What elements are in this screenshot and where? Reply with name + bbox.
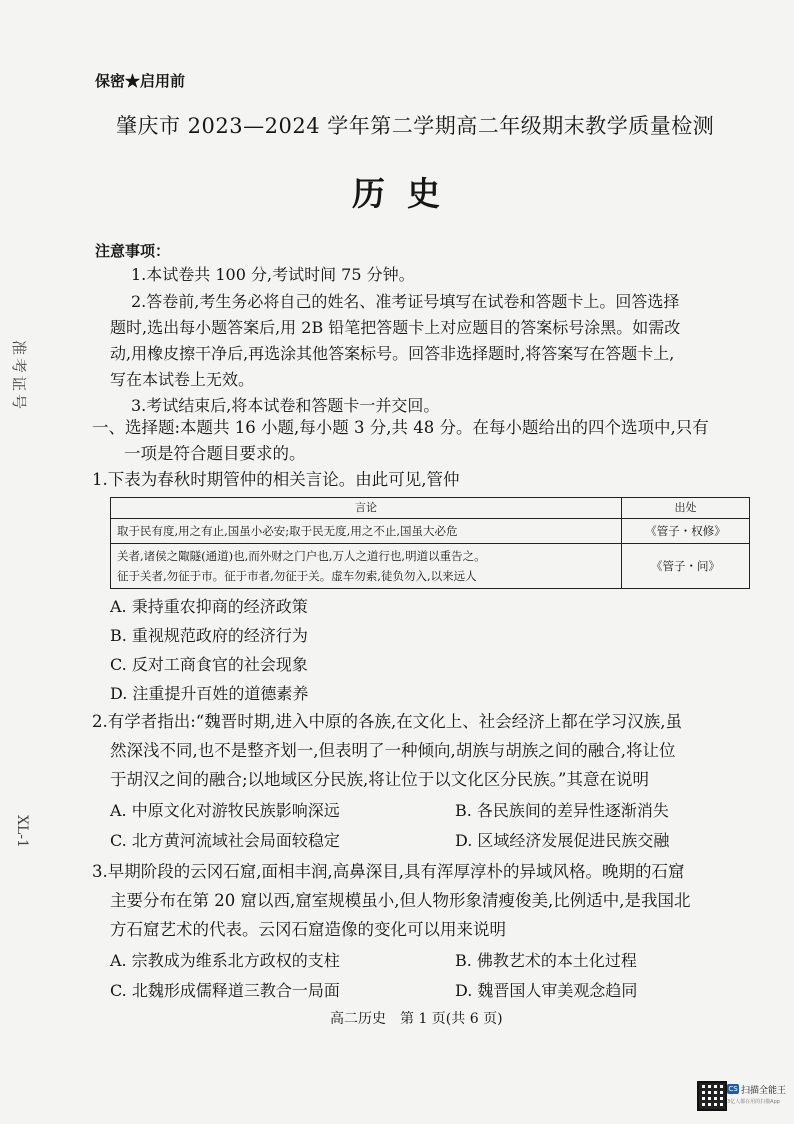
table-row: [111, 519, 750, 544]
q3-stem-line: 3.早期阶段的云冈石窟,面相丰润,高鼻深目,具有浑厚淳朴的异域风格。晚期的石窟: [92, 862, 685, 881]
q2-stem-line: 于胡汉之间的融合;以地域区分民族,将让位于以文化区分民族。”其意在说明: [110, 770, 649, 789]
notes-heading: 注意事项：: [95, 242, 171, 260]
q1-option-a: A. 秉持重农抑商的经济政策: [110, 597, 308, 616]
q1-stem: 1.下表为春秋时期管仲的相关言论。由此可见,管仲: [92, 470, 460, 489]
q2-option-c: C. 北方黄河流域社会局面较稳定: [110, 831, 340, 850]
q3-stem-line: 主要分布在第 20 窟以西,窟室规模虽小,但人物形象清瘦俊美,比例适中,是我国北: [110, 891, 691, 910]
qr-code-icon: [697, 1081, 727, 1111]
note-item: 3.考试结束后,将本试卷和答题卡一并交回。: [131, 396, 440, 415]
scanner-watermark-sub: 3亿人都在用的扫描App: [727, 1099, 780, 1105]
q2-stem-line: 然深浅不同,也不是整齐划一,但表明了一种倾向,胡族与胡族之间的融合,将让位: [110, 741, 676, 760]
exam-subtitle: 肇庆市 2023—2024 学年第二学期高二年级期末教学质量检测: [116, 114, 715, 138]
table-cell-source: 《管子・问》: [622, 544, 750, 589]
section-instruction: 一、选择题:本题共 16 小题,每小题 3 分,共 48 分。在每小题给出的四个选项中,只有: [92, 418, 709, 437]
q1-table: [110, 497, 750, 589]
q2-option-a: A. 中原文化对游牧民族影响深远: [110, 801, 340, 820]
note-item: 2.答卷前,考生务必将自己的姓名、准考证号填写在试卷和答题卡上。回答选择: [131, 292, 680, 311]
table-cell-quote: [111, 544, 622, 589]
q3-option-c: C. 北魏形成儒释道三教合一局面: [110, 981, 340, 1000]
scanner-watermark: 扫描全能王: [741, 1086, 787, 1096]
q1-option-d: D. 注重提升百姓的道德素养: [110, 684, 309, 703]
q3-option-b: B. 佛教艺术的本土化过程: [455, 951, 637, 970]
q3-stem-line: 方石窟艺术的代表。云冈石窟造像的变化可以用来说明: [110, 920, 506, 939]
note-item: 动,用橡皮擦干净后,再选涂其他答案标号。回答非选择题时,将答案写在答题卡上,: [110, 344, 675, 363]
quote-line: 关者,诸侯之陬隧(通道)也,而外财之门户也,万人之道行也,明道以重告之。: [117, 549, 486, 563]
camscanner-logo-icon: CS: [728, 1085, 738, 1093]
q2-stem-line: 2.有学者指出:“魏晋时期,进入中原的各族,在文化上、社会经济上都在学习汉族,虽: [92, 712, 682, 731]
table-row: [111, 544, 750, 589]
q3-option-d: D. 魏晋国人审美观念趋同: [455, 981, 638, 1000]
exam-id-side-label: 准考证号: [10, 340, 28, 413]
note-item: 题时,选出每小题答案后,用 2B 铅笔把答题卡上对应题目的答案标号涂黑。如需改: [110, 318, 681, 337]
table-header-source: 出处: [622, 498, 750, 519]
q1-option-c: C. 反对工商食官的社会现象: [110, 655, 308, 674]
section-instruction-cont: 一项是符合题目要求的。: [124, 444, 306, 463]
q2-option-b: B. 各民族间的差异性逐渐消失: [455, 801, 669, 820]
q3-option-a: A. 宗教成为维系北方政权的支柱: [110, 951, 340, 970]
q1-option-b: B. 重视规范政府的经济行为: [110, 626, 308, 645]
code-side-label: XL-1: [14, 815, 30, 848]
page-footer: 高二历史 第 1 页(共 6 页): [330, 1011, 503, 1027]
confidential-label: 保密★启用前: [95, 72, 186, 90]
table-header-quote: 言论: [111, 498, 622, 519]
q2-option-d: D. 区域经济发展促进民族交融: [455, 831, 670, 850]
table-cell-source: 《管子・权修》: [622, 519, 750, 544]
page-title: 历史: [352, 174, 462, 213]
note-item: 1.本试卷共 100 分,考试时间 75 分钟。: [131, 265, 415, 284]
table-cell-quote: 取于民有度,用之有止,国虽小必安;取于民无度,用之不止,国虽大必危: [111, 519, 622, 544]
quote-line: 征于关者,勿征于市。征于市者,勿征于关。虚车勿索,徒负勿入,以来远人: [117, 569, 477, 583]
note-item: 写在本试卷上无效。: [110, 370, 255, 389]
